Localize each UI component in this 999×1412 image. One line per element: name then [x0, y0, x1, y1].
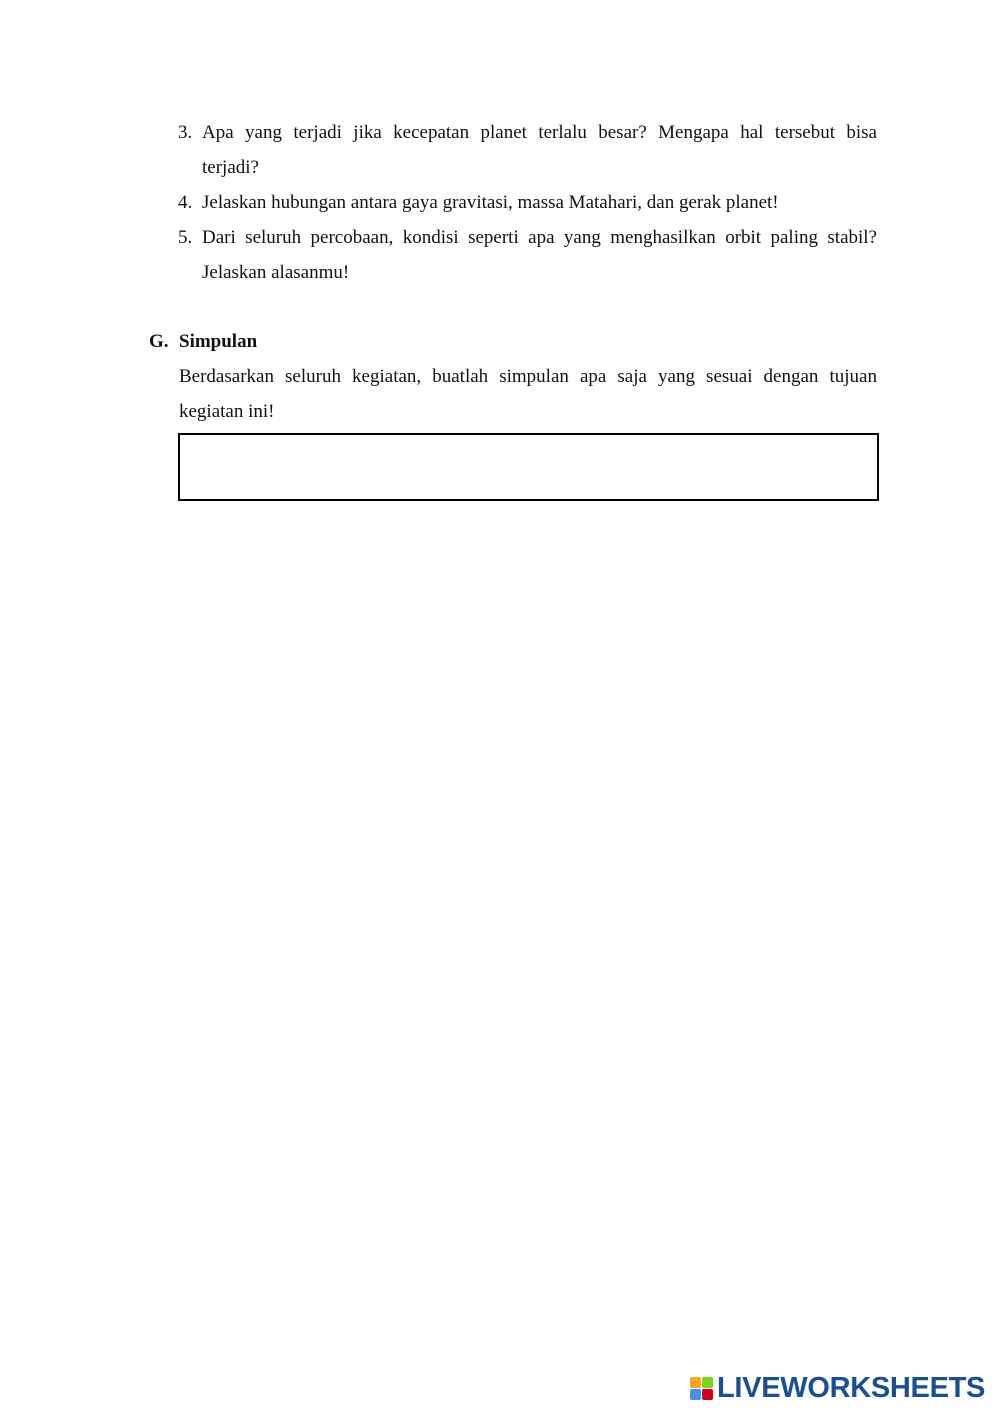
section-letter: G.: [149, 331, 169, 352]
question-number: 5.: [178, 227, 193, 248]
question-text-line-2: terjadi?: [202, 157, 259, 178]
question-text-line-2: Jelaskan alasanmu!: [202, 262, 350, 283]
logo-icon: [690, 1377, 713, 1400]
question-4: [178, 185, 877, 220]
question-text-line-1: Dari seluruh percobaan, kondisi seperti apa yang menghasilkan orbit paling stabil?: [202, 227, 877, 248]
instruction-line-1: Berdasarkan seluruh kegiatan, buatlah simpulan apa saja yang sesuai dengan tujuan: [179, 366, 877, 387]
question-text-line-1: Apa yang terjadi jika kecepatan planet terlalu besar? Mengapa hal tersebut bisa: [202, 122, 877, 143]
question-3: [178, 115, 877, 185]
section-heading: [149, 324, 257, 359]
question-5: [178, 220, 877, 290]
section-instruction: [179, 359, 877, 429]
question-text-line-1: Jelaskan hubungan antara gaya gravitasi, massa Matahari, dan gerak planet!: [202, 192, 779, 213]
section-title: Simpulan: [179, 331, 258, 352]
instruction-line-2: kegiatan ini!: [179, 401, 275, 422]
liveworksheets-logo: [690, 1372, 985, 1404]
logo-text: LIVEWORKSHEETS: [717, 1371, 986, 1404]
question-number: 3.: [178, 122, 193, 143]
answer-box[interactable]: [178, 433, 879, 501]
question-number: 4.: [178, 192, 193, 213]
